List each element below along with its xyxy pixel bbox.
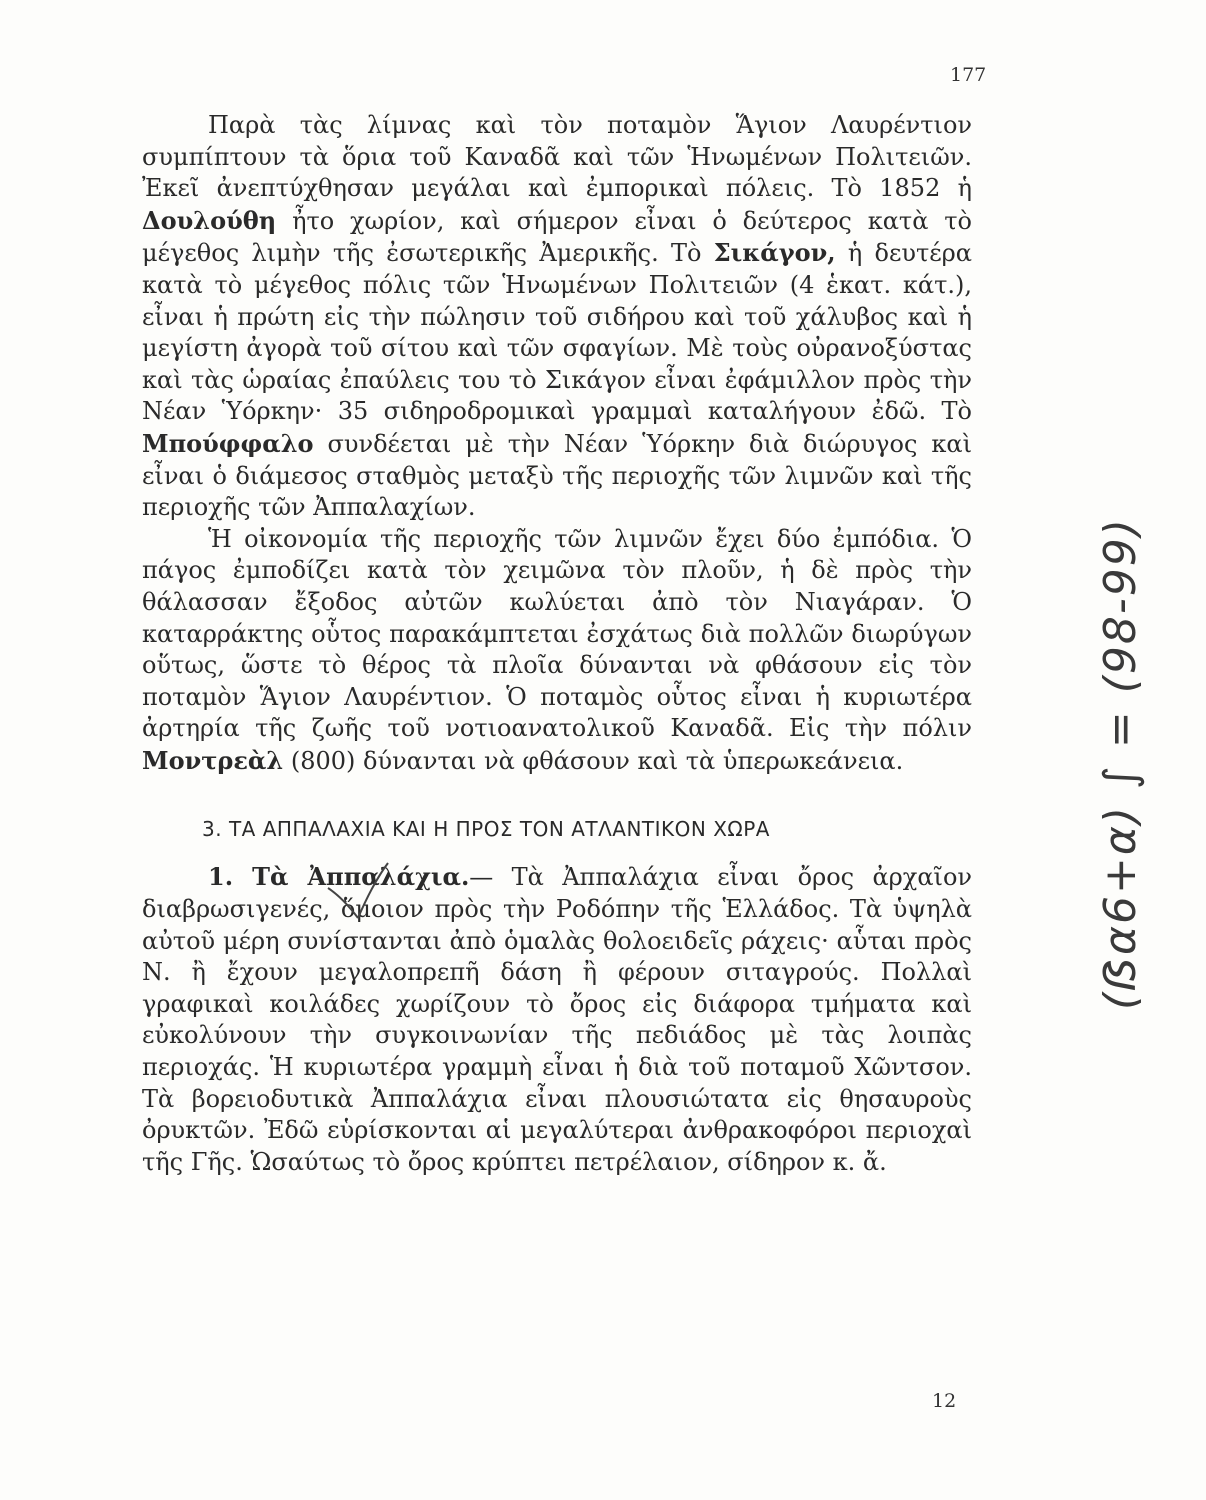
- page-number-bottom: 12: [932, 1390, 957, 1412]
- text-segment: (800) δύνανται νὰ φθάσουν καὶ τὰ ὑπερωκεάνεια.: [283, 746, 904, 775]
- text-segment: — Τὰ Ἀππαλάχια εἶναι ὄρος ἀρχαῖον διαβρωσιγενές, ὅμοιον πρὸς τὴν Ροδόπην τῆς Ἑλλάδος. Τὰ ὑψηλὰ αὐτοῦ μέρη συνίστανται ἀπὸ ὁμαλὰς θολοειδεῖς ράχεις· αὗται πρὸς Ν. ἢ ἔχουν μεγαλοπρεπῆ δάση ἢ φέρουν σιταγρούς. Πολλαὶ γραφικαὶ κοιλάδες χωρίζουν τὸ ὄρος εἰς διάφορα τμήματα καὶ εὐκολύνουν τὴν συγκοινωνίαν τῆς πεδιάδος μὲ τὰς λοιπὰς περιοχάς. Ἡ κυριωτέρα γραμμὴ εἶναι ἡ διὰ τοῦ ποταμοῦ Χῶντσον. Τὰ βορειοδυτικὰ Ἀππαλάχια εἶναι πλουσιώτατα εἰς θησαυροὺς ὀρυκτῶν. Ἐδῶ εὑρίσκονται αἱ μεγαλύτεραι ἀνθρακοφόροι περιοχαὶ τῆς Γῆς. Ὡσαύτως τὸ ὄρος κρύπτει πετρέλαιον, σίδηρον κ. ἄ.: [142, 863, 972, 1176]
- body-text: [142, 110, 972, 1178]
- section-heading: 3. ΤΑ ΑΠΠΑΛΑΧΙΑ ΚΑΙ Η ΠΡΟΣ ΤΟΝ ΑΤΛΑΝΤΙΚΟΝ ΧΩΡΑ: [202, 817, 770, 842]
- handwritten-margin-note: (ẞα6+α) ∫ = (98-99): [1095, 517, 1146, 1010]
- place-name: Δουλούθη: [142, 205, 277, 235]
- text-segment: ἡ δευτέρα κατὰ τὸ μέγεθος πόλις τῶν Ἡνωμένων Πολιτειῶν (4 ἑκατ. κάτ.), εἶναι ἡ πρώτη εἰς τὴν πώλησιν τοῦ σιδήρου καὶ τοῦ χάλυβος καὶ ἡ μεγίστη ἀγορὰ τοῦ σίτου καὶ τῶν σφαγίων. Μὲ τοὺς οὐρανοξύστας καὶ τὰς ὡραίας ἐπαύλεις του τὸ Σικάγον εἶναι ἐφάμιλλον πρὸς τὴν Νέαν Ὑόρκην· 35 σιδηροδρομικαὶ γραμμαὶ καταλήγουν ἐδῶ. Τὸ: [142, 239, 972, 426]
- pencil-check-mark: [318, 858, 398, 928]
- place-name: Μοντρεὰλ: [142, 745, 284, 775]
- paragraph-1: [142, 110, 972, 524]
- text-segment: ἦτο χωρίον, καὶ σήμερον εἶναι ὁ δεύτερος κατὰ τὸ μέγεθος λιμὴν τῆς ἐσωτερικῆς Ἀμερικῆς. Τὸ: [142, 206, 972, 268]
- place-name: Σικάγον,: [713, 238, 836, 268]
- page-number-top: 177: [950, 64, 987, 86]
- paragraph-3: [142, 861, 972, 1178]
- text-segment: συνδέεται μὲ τὴν Νέαν Ὑόρκην διὰ διώρυγος καὶ εἶναι ὁ διάμεσος σταθμὸς μεταξὺ τῆς περιοχῆς τῶν λιμνῶν καὶ τῆς περιοχῆς τῶν Ἀππαλαχίων.: [142, 429, 972, 522]
- text-segment: Παρὰ τὰς λίμνας καὶ τὸν ποταμὸν Ἅγιον Λαυρέντιον συμπίπτουν τὰ ὅρια τοῦ Καναδᾶ καὶ τῶν Ἡνωμένων Πολιτειῶν. Ἐκεῖ ἀνεπτύχθησαν μεγάλαι καὶ ἐμπορικαὶ πόλεις. Τὸ 1852 ἡ: [142, 111, 972, 203]
- text-segment: Ἡ οἰκονομία τῆς περιοχῆς τῶν λιμνῶν ἔχει δύο ἐμπόδια. Ὁ πάγος ἐμποδίζει κατὰ τὸν χειμῶνα τὸν πλοῦν, ἡ δὲ πρὸς τὴν θάλασσαν ἔξοδος αὐτῶν κωλύεται ἀπὸ τὸν Νιαγάραν. Ὁ καταρράκτης οὗτος παρακάμπτεται ἐσχάτως διὰ πολλῶν διωρύγων οὕτως, ὥστε τὸ θέρος τὰ πλοῖα δύνανται νὰ φθάσουν εἰς τὸν ποταμὸν Ἅγιον Λαυρέντιον. Ὁ ποταμὸς οὗτος εἶναι ἡ κυριωτέρα ἀρτηρία τῆς ζωῆς τοῦ νοτιοανατολικοῦ Καναδᾶ. Εἰς τὴν πόλιν: [142, 524, 972, 743]
- paragraph-2: [142, 524, 972, 778]
- place-name: Μπούφφαλο: [142, 428, 314, 458]
- subsection-title: 1. Τὰ Ἀππαλάχια.: [208, 862, 470, 892]
